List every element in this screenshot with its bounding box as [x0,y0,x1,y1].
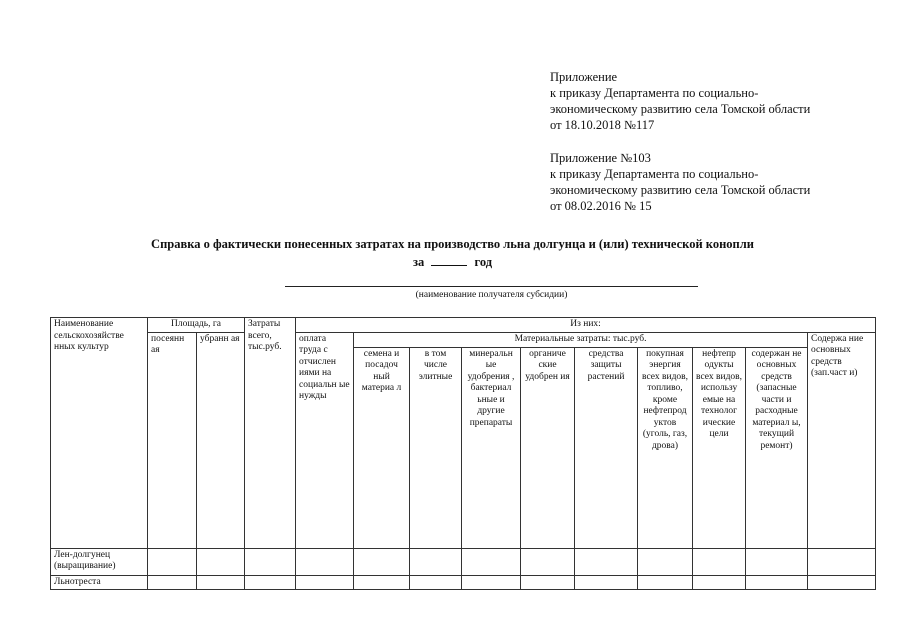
header-mineral: минеральн ые удобрения , бактериал ьные и другие препараты [462,347,521,548]
header-sown: посеянн ая [148,332,197,548]
approval-line: к приказу Департамента по социально- [550,167,759,181]
header-harvested: убранн ая [197,332,245,548]
year-prefix: за [412,255,425,269]
approval-line: Приложение [550,70,618,84]
table-row [51,575,876,590]
header-labor: оплата труда с отчислен иями на социальн ые нужды [296,332,354,548]
approval-line: к приказу Департамента по социально- [550,86,759,100]
recipient-caption: (наименование получателя субсидии) [415,290,568,300]
table-cell[interactable] [354,575,410,590]
table-cell[interactable] [462,548,521,575]
title-year-line [0,253,905,271]
header-organic: органиче ские удобрен ия [521,347,575,548]
table-cell[interactable] [638,548,693,575]
header-elite: в том числе элитные [410,347,462,548]
table-cell[interactable] [410,575,462,590]
costs-table [50,317,876,590]
table-cell[interactable] [197,548,245,575]
header-crop-name: Наименование сельскохозяйстве нных культур [51,318,148,549]
header-of-them: Из них: [296,318,876,333]
header-energy: покупная энергия всех видов, топливо, кроме нефтепрод уктов (уголь, газ, дрова) [638,347,693,548]
year-blank [431,253,467,266]
header-maintenance: содержан не основных средств (запасные части и расходные материал ы, текущий ремонт) [746,347,808,548]
approval-line: Приложение №103 [550,151,651,165]
table-cell[interactable] [245,548,296,575]
table-cell[interactable] [296,548,354,575]
year-suffix: год [474,255,493,269]
document-title [0,236,905,271]
header-area: Площадь, га [148,318,245,333]
table-cell[interactable] [575,548,638,575]
approval-line: от 08.02.2016 № 15 [550,199,652,213]
approval-line: от 18.10.2018 №117 [550,118,655,132]
table-cell[interactable] [410,548,462,575]
table-cell[interactable] [296,575,354,590]
title-line: Справка о фактически понесенных затратах на производство льна долгунца и (или) технической конопли [151,237,754,251]
table-cell[interactable] [746,575,808,590]
table-cell[interactable] [148,575,197,590]
header-fixed-assets: Содержа ние основных средств (зап.част и) [808,332,876,548]
table-cell[interactable] [746,548,808,575]
header-material: Материальные затраты: тыс.руб. [354,332,808,347]
table-cell[interactable] [808,575,876,590]
table-cell[interactable] [693,575,746,590]
approval-block-current [550,69,810,133]
approval-block-original [550,150,810,214]
header-oil: нефтепр одукты всех видов, использу емые на технолог ические цели [693,347,746,548]
header-seeds: семена и посадоч ный материа л [354,347,410,548]
table-cell[interactable] [575,575,638,590]
approval-line: экономическому развитию села Томской области [550,102,811,116]
table-cell[interactable] [197,575,245,590]
table-row [51,548,876,575]
table-cell[interactable] [354,548,410,575]
table-cell[interactable] [462,575,521,590]
approval-line: экономическому развитию села Томской области [550,183,811,197]
row-name: Льнотреста [51,575,148,590]
recipient-blank-line [285,286,698,287]
table-cell[interactable] [693,548,746,575]
table-cell[interactable] [148,548,197,575]
header-protection: средства защиты растений [575,347,638,548]
table-cell[interactable] [245,575,296,590]
table-cell[interactable] [521,575,575,590]
table-cell[interactable] [808,548,876,575]
table-cell[interactable] [521,548,575,575]
row-name: Лен-долгунец (выращивание) [51,548,148,575]
header-costs-total: Затраты всего, тыс.руб. [245,318,296,549]
table-cell[interactable] [638,575,693,590]
